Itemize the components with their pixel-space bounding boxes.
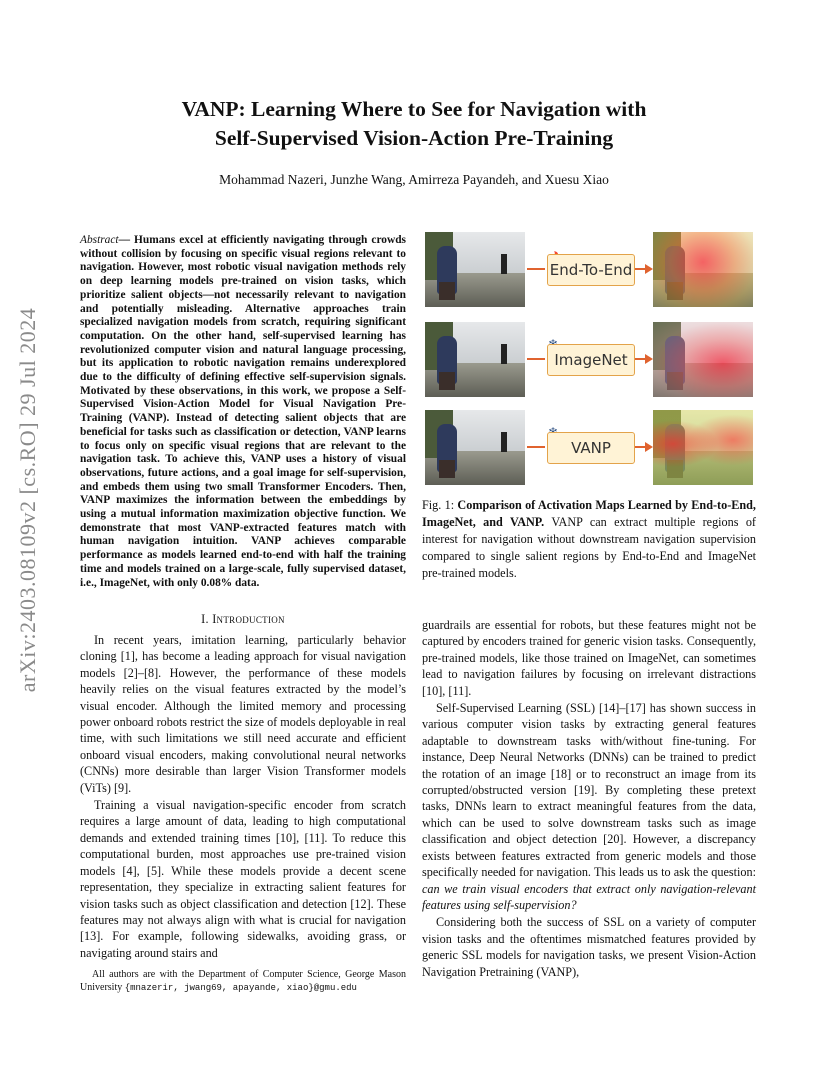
body-paragraph: Considering both the success of SSL on a variety of computer vision tasks and the oftentimes mismatched features provided by generic SSL models for navigation tasks, we present Vision-Action Navigation Pretraining (VANP),	[422, 915, 756, 979]
model-box-imagenet: ImageNet	[547, 344, 635, 376]
caption-prefix: Fig. 1:	[422, 498, 458, 512]
body-paragraph	[422, 700, 756, 913]
activation-map-image	[653, 322, 753, 397]
intro-paragraph: In recent years, imitation learning, particularly behavior cloning [1], has become a leading approach for visual navigation models [2]–[8]. However, the performance of these models heavily relies on the visual features extracted by the model’s visual encoder. Although the limited memory and processing power onboard robots restrict the size of models deployable in real time, with such limitations we still need accurate and efficient onboard visual encoders, making convolutional neural networks (CNNs) more desirable than larger Vision Transformer models (ViTs) [9].	[80, 633, 406, 795]
activation-map-image	[653, 232, 753, 307]
figure-row-vanp	[425, 410, 755, 485]
footnote-text: All authors are with the Department of Computer Science, George Mason University	[80, 969, 406, 993]
title-line-2: Self-Supervised Vision-Action Pre-Training	[214, 126, 614, 150]
model-box-vanp: VANP	[547, 432, 635, 464]
figure-activation-maps	[425, 232, 755, 494]
body-paragraph: guardrails are essential for robots, but these features might not be captured by encoders trained for generic vision tasks. Consequently, pre-trained models, like those trained on ImageNet, can sometimes lead to navigation failures by focusing on irrelevant distractions [10], [11].	[422, 618, 756, 698]
arxiv-stamp: arXiv:2403.08109v2 [cs.RO] 29 Jul 2024	[15, 307, 40, 693]
abstract-lead: Abstract	[80, 234, 119, 246]
right-column-body	[422, 617, 756, 981]
arrow-head	[645, 442, 653, 452]
abstract-dash: —	[118, 234, 130, 246]
paper-title	[80, 95, 748, 153]
arrow-in	[527, 358, 545, 360]
abstract	[80, 234, 406, 590]
figure-row-end-to-end	[425, 232, 755, 307]
body-text: Self-Supervised Learning (SSL) [14]–[17] has shown success in various computer vision tasks by extracting general features adaptable to downstream tasks with/without fine-tuning. For instance, Deep Neural Networks (DNNs) can be trained to predict the rotation of an image [18] or to reconstruct an image from its corrupted/obstructed version [19]. By completing these pretext tasks, DNNs learn to extract meaningful features from the data, which can be used to solve downstream tasks such as image classification and object detection [20]. However, a discrepancy exists between features extracted from generic models and those specifically needed for navigation. This leads us to ask the question:	[422, 701, 756, 880]
title-line-1: VANP: Learning Where to See for Navigation with	[181, 97, 647, 121]
input-frame-image	[425, 322, 525, 397]
research-question: can we train visual encoders that extract only navigation-relevant features using self-supervision?	[422, 881, 756, 912]
section-heading-introduction: I. Introduction	[201, 612, 285, 626]
footnote-emails: {mnazerir, jwang69, apayande, xiao}@gmu.edu	[124, 983, 357, 993]
intro-paragraph: Training a visual navigation-specific encoder from scratch requires a large amount of data, leading to high computational demands and extended training times [10], [11]. To reduce this computational burden, most approaches use pre-trained vision models [4], [5]. While these models provide a decent scene representation, they specialize in extracting salient features for vision tasks such as object classification and detection [12]. These features may not always align with what is crucial for navigation [13]. For example, following sidewalks, avoiding grass, or navigating around stairs and	[80, 798, 406, 960]
arrow-in	[527, 446, 545, 448]
arrow-head	[645, 264, 653, 274]
introduction-body	[80, 632, 406, 962]
input-frame-image	[425, 410, 525, 485]
figure-caption	[422, 497, 756, 582]
arrow-head	[645, 354, 653, 364]
caption-rest: VANP can extract multiple regions of interest for navigation without downstream navigation supervision compared to single salient regions by End-to-End and ImageNet pre-trained models.	[422, 515, 756, 580]
input-frame-image	[425, 232, 525, 307]
abstract-text: Humans excel at efficiently navigating through crowds without collision by focusing on specific visual regions relevant to navigation. However, most robotic visual navigation methods rely on deep learning models pre-trained on vision tasks, which prioritize salient objects—not necessarily relevant to navigation and potentially misleading. Alternative approaches train specialized navigation models from scratch, requiring significant computation. On the other hand, self-supervised learning has revolutionized computer vision and natural language processing, but its application to robotic navigation remains underexplored due to the difficulty of defining effective self-supervision signals. Motivated by these observations, in this work, we propose a Self-Supervised Vision-Action Model for Visual Navigation Pre-Training (VANP). Instead of detecting salient objects that are beneficial for tasks such as classification or detection, VANP learns to focus only on specific visual regions that are relevant to the navigation task. To achieve this, VANP uses a history of visual observations, future actions, and a goal image for self-supervision, and embeds them using two small Transformer Encoders. Then, VANP maximizes the information between the embeddings by using a mutual information maximization objective function. We demonstrate that most VANP-extracted features match with human navigation intuition. VANP achieves comparable performance as models learned end-to-end with half the training time and models trained on a large-scale, fully supervised dataset, i.e., ImageNet, with only 0.08% data.	[80, 234, 406, 589]
arrow-in	[527, 268, 545, 270]
activation-map-image	[653, 410, 753, 485]
figure-row-imagenet	[425, 322, 755, 397]
affiliation-footnote	[80, 968, 406, 995]
caption-bold: Comparison of Activation Maps Learned by End-to-End, ImageNet, and VANP.	[422, 498, 756, 529]
author-list: Mohammad Nazeri, Junzhe Wang, Amirreza Payandeh, and Xuesu Xiao	[219, 172, 609, 187]
model-box-end-to-end: End-To-End	[547, 254, 635, 286]
